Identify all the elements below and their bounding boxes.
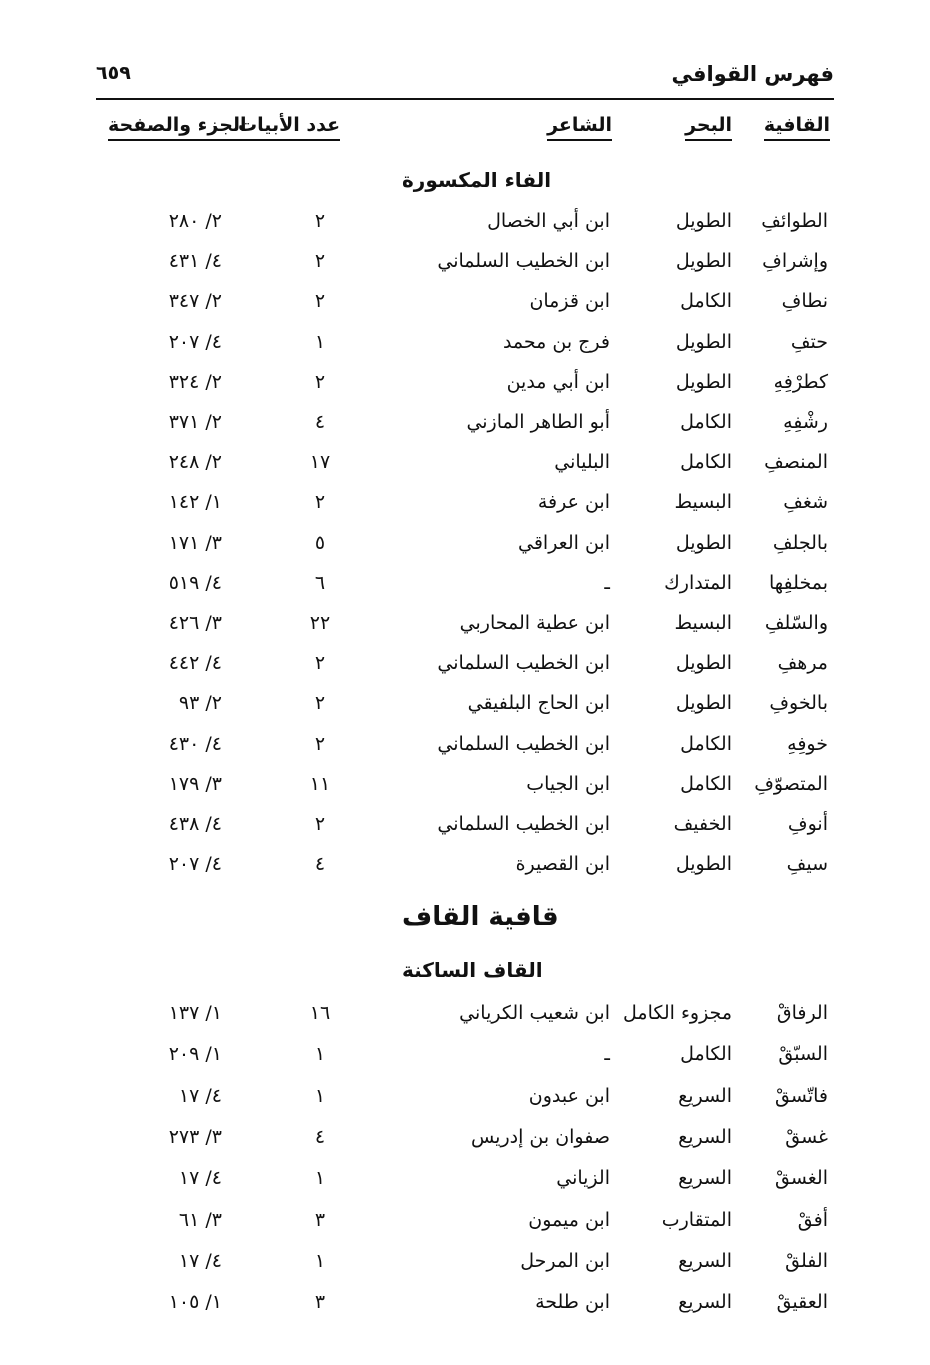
cell-shaer: ابن أبي الخصال bbox=[487, 210, 610, 232]
cell-abyat: ٢ bbox=[314, 210, 326, 232]
cell-bahr: مجزوء الكامل bbox=[623, 1002, 732, 1024]
column-header-qafiya: القافية bbox=[764, 114, 830, 141]
cell-qafiya: العقيقْ bbox=[776, 1291, 828, 1314]
table-row bbox=[0, 572, 930, 612]
cell-bahr: الكامل bbox=[680, 290, 732, 313]
cell-bahr: الطويل bbox=[675, 250, 732, 273]
cell-juz: ١/ ١٣٧ bbox=[168, 1002, 222, 1024]
cell-abyat: ٢٢ bbox=[309, 612, 331, 634]
cell-qafiya: السبّقْ bbox=[778, 1043, 828, 1066]
cell-juz: ٢/ ٣٧١ bbox=[168, 411, 222, 433]
cell-juz: ٣/ ٤٢٦ bbox=[168, 612, 222, 634]
cell-abyat: ١٧ bbox=[309, 451, 331, 474]
cell-qafiya: كطرْفِهِ bbox=[773, 370, 828, 393]
table-row bbox=[0, 612, 930, 652]
cell-juz: ٤/ ٢٠٧ bbox=[168, 853, 222, 876]
cell-bahr: الطويل bbox=[675, 853, 732, 876]
cell-juz: ٣/ ٢٧٣ bbox=[168, 1125, 222, 1148]
cell-juz: ١/ ٢٠٩ bbox=[168, 1043, 222, 1066]
cell-shaer: ابن قزمان bbox=[529, 290, 610, 313]
cell-bahr: السريع bbox=[678, 1125, 732, 1148]
cell-abyat: ٦ bbox=[314, 571, 326, 594]
cell-bahr: المتقارب bbox=[661, 1208, 732, 1231]
cell-bahr: البسيط bbox=[674, 491, 732, 514]
cell-shaer: ابن عرفة bbox=[537, 491, 610, 514]
cell-bahr: الطويل bbox=[675, 531, 732, 554]
table-row bbox=[0, 652, 930, 692]
cell-qafiya: الغسقْ bbox=[774, 1167, 828, 1190]
table-row bbox=[0, 773, 930, 813]
cell-qafiya: المتصوّفِ bbox=[754, 772, 828, 795]
subheading-qaf-sakina: القاف الساكنة bbox=[402, 958, 543, 982]
cell-qafiya: فاتّسقْ bbox=[775, 1084, 828, 1107]
cell-abyat: ٢ bbox=[314, 250, 326, 273]
cell-abyat: ٢ bbox=[314, 692, 326, 715]
cell-qafiya: الطوائفِ bbox=[761, 210, 828, 232]
table-row bbox=[0, 853, 930, 893]
cell-bahr: السريع bbox=[678, 1249, 732, 1272]
cell-bahr: السريع bbox=[678, 1167, 732, 1190]
cell-juz: ١/ ١٠٥ bbox=[168, 1291, 222, 1314]
cell-juz: ٣/ ٦١ bbox=[178, 1208, 222, 1231]
cell-abyat: ٤ bbox=[314, 1125, 326, 1148]
cell-shaer: ابن الجياب bbox=[526, 772, 610, 795]
table-row bbox=[0, 250, 930, 290]
cell-juz: ٤/ ١٧ bbox=[178, 1167, 222, 1190]
cell-shaer: ابن عطية المحاربي bbox=[459, 612, 610, 634]
cell-shaer: ابن الخطيب السلماني bbox=[437, 652, 610, 675]
cell-qafiya: الفلقْ bbox=[785, 1249, 828, 1272]
cell-shaer: ابن الحاج البلفيقي bbox=[467, 692, 610, 715]
table-row bbox=[0, 451, 930, 491]
cell-qafiya: نطافِ bbox=[781, 290, 828, 313]
table-row bbox=[0, 1209, 930, 1249]
cell-abyat: ٥ bbox=[314, 531, 326, 554]
cell-shaer: ابن الخطيب السلماني bbox=[437, 732, 610, 755]
page-header bbox=[96, 58, 834, 100]
cell-bahr: السريع bbox=[678, 1084, 732, 1107]
table-row bbox=[0, 210, 930, 250]
cell-qafiya: خوفِهِ bbox=[787, 732, 828, 755]
cell-qafiya: أنوفِ bbox=[787, 813, 828, 835]
cell-qafiya: الرفاقْ bbox=[776, 1002, 828, 1024]
cell-shaer: ابن الخطيب السلماني bbox=[437, 813, 610, 835]
cell-bahr: الكامل bbox=[680, 772, 732, 795]
column-header-bahr: البحر bbox=[685, 114, 732, 141]
cell-juz: ٤/ ٥١٩ bbox=[168, 571, 222, 594]
column-header-juz: الجزء والصفحة bbox=[108, 114, 247, 141]
cell-abyat: ١ bbox=[314, 1167, 326, 1190]
cell-abyat: ٢ bbox=[314, 732, 326, 755]
cell-juz: ٤/ ١٧ bbox=[178, 1084, 222, 1107]
cell-shaer: الزياني bbox=[556, 1167, 610, 1190]
cell-bahr: المتدارك bbox=[664, 571, 732, 594]
cell-shaer: ابن عبدون bbox=[528, 1084, 610, 1107]
cell-qafiya: مرهفِ bbox=[777, 652, 828, 675]
cell-bahr: الطويل bbox=[675, 370, 732, 393]
cell-juz: ٢/ ٣٢٤ bbox=[168, 370, 222, 393]
cell-abyat: ٢ bbox=[314, 652, 326, 675]
table-row bbox=[0, 290, 930, 330]
cell-juz: ٣/ ١٧١ bbox=[168, 531, 222, 554]
cell-shaer: فرج بن محمد bbox=[502, 330, 610, 353]
table-row bbox=[0, 692, 930, 732]
cell-abyat: ١ bbox=[314, 330, 326, 353]
table-row bbox=[0, 1250, 930, 1290]
table-row bbox=[0, 1002, 930, 1042]
table-row bbox=[0, 371, 930, 411]
cell-abyat: ٤ bbox=[314, 411, 326, 433]
cell-abyat: ٣ bbox=[314, 1208, 326, 1231]
cell-abyat: ٢ bbox=[314, 370, 326, 393]
cell-bahr: الكامل bbox=[680, 411, 732, 433]
section-heading-qaf: قافية القاف bbox=[402, 902, 559, 932]
table-row bbox=[0, 733, 930, 773]
cell-abyat: ١٦ bbox=[309, 1002, 331, 1024]
cell-shaer: ابن المرحل bbox=[520, 1249, 610, 1272]
cell-qafiya: غسقْ bbox=[785, 1125, 828, 1148]
cell-shaer: ابن طلحة bbox=[535, 1291, 610, 1314]
cell-juz: ٤/ ٤٣١ bbox=[168, 250, 222, 273]
cell-bahr: البسيط bbox=[674, 612, 732, 634]
cell-bahr: الطويل bbox=[675, 692, 732, 715]
cell-qafiya: المنصفِ bbox=[764, 451, 828, 474]
cell-juz: ٤/ ٤٣٨ bbox=[168, 813, 222, 835]
table-row bbox=[0, 1167, 930, 1207]
cell-qafiya: سيفِ bbox=[786, 853, 828, 876]
page-title: فهرس القوافي bbox=[671, 62, 834, 86]
cell-juz: ٤/ ١٧ bbox=[178, 1249, 222, 1272]
cell-bahr: الكامل bbox=[680, 451, 732, 474]
cell-shaer: صفوان بن إدريس bbox=[470, 1125, 610, 1148]
cell-juz: ٢/ ٩٣ bbox=[178, 692, 222, 715]
cell-qafiya: رشْفِهِ bbox=[783, 411, 828, 433]
cell-juz: ٤/ ٢٠٧ bbox=[168, 330, 222, 353]
cell-shaer: ـ bbox=[604, 571, 610, 594]
cell-abyat: ١ bbox=[314, 1043, 326, 1066]
subheading-fa-maksura: الفاء المكسورة bbox=[402, 168, 552, 192]
cell-bahr: الكامل bbox=[680, 1043, 732, 1066]
table-row bbox=[0, 411, 930, 451]
cell-abyat: ١ bbox=[314, 1249, 326, 1272]
cell-juz: ٢/ ٢٨٠ bbox=[168, 210, 222, 232]
column-header-shaer: الشاعر bbox=[547, 114, 612, 141]
table-row bbox=[0, 1085, 930, 1125]
cell-juz: ١/ ١٤٢ bbox=[168, 491, 222, 514]
cell-shaer: ابن أبي مدين bbox=[506, 370, 610, 393]
cell-juz: ٢/ ٣٤٧ bbox=[168, 290, 222, 313]
cell-abyat: ٢ bbox=[314, 491, 326, 514]
cell-bahr: الخفيف bbox=[673, 813, 732, 835]
cell-qafiya: حتفِ bbox=[790, 330, 828, 353]
cell-qafiya: أفقْ bbox=[797, 1208, 828, 1231]
table-row bbox=[0, 331, 930, 371]
cell-abyat: ٤ bbox=[314, 853, 326, 876]
cell-juz: ٣/ ١٧٩ bbox=[168, 772, 222, 795]
cell-shaer: ابن العراقي bbox=[518, 531, 610, 554]
cell-qafiya: بمخلفِها bbox=[769, 571, 828, 594]
table-row bbox=[0, 532, 930, 572]
cell-shaer: ابن القصيرة bbox=[515, 853, 610, 876]
cell-qafiya: بالخوفِ bbox=[769, 692, 828, 715]
cell-abyat: ١١ bbox=[309, 772, 331, 795]
cell-shaer: أبو الطاهر المازني bbox=[466, 411, 610, 433]
cell-shaer: ـ bbox=[604, 1043, 610, 1066]
cell-bahr: الكامل bbox=[680, 732, 732, 755]
cell-abyat: ١ bbox=[314, 1084, 326, 1107]
cell-shaer: البلياني bbox=[554, 451, 610, 474]
cell-juz: ٤/ ٤٤٢ bbox=[168, 652, 222, 675]
cell-shaer: ابن شعيب الكرياني bbox=[459, 1002, 610, 1024]
column-headers bbox=[0, 114, 930, 150]
cell-juz: ٢/ ٢٤٨ bbox=[168, 451, 222, 474]
table-row bbox=[0, 491, 930, 531]
table-row bbox=[0, 1291, 930, 1331]
cell-qafiya: وإشرافِ bbox=[762, 250, 828, 273]
cell-bahr: السريع bbox=[678, 1291, 732, 1314]
table-row bbox=[0, 1043, 930, 1083]
cell-abyat: ٢ bbox=[314, 813, 326, 835]
cell-qafiya: والسّلفِ bbox=[764, 612, 828, 634]
cell-abyat: ٣ bbox=[314, 1291, 326, 1314]
column-header-abyat: عدد الأبيات bbox=[238, 114, 340, 141]
cell-shaer: ابن ميمون bbox=[528, 1208, 610, 1231]
cell-juz: ٤/ ٤٣٠ bbox=[168, 732, 222, 755]
cell-abyat: ٢ bbox=[314, 290, 326, 313]
cell-qafiya: بالجلفِ bbox=[772, 531, 828, 554]
cell-shaer: ابن الخطيب السلماني bbox=[437, 250, 610, 273]
cell-qafiya: شغفِ bbox=[783, 491, 828, 514]
table-row bbox=[0, 1126, 930, 1166]
cell-bahr: الطويل bbox=[675, 330, 732, 353]
page-number: ٦٥٩ bbox=[96, 62, 131, 84]
table-row bbox=[0, 813, 930, 853]
cell-bahr: الطويل bbox=[675, 652, 732, 675]
cell-bahr: الطويل bbox=[675, 210, 732, 232]
